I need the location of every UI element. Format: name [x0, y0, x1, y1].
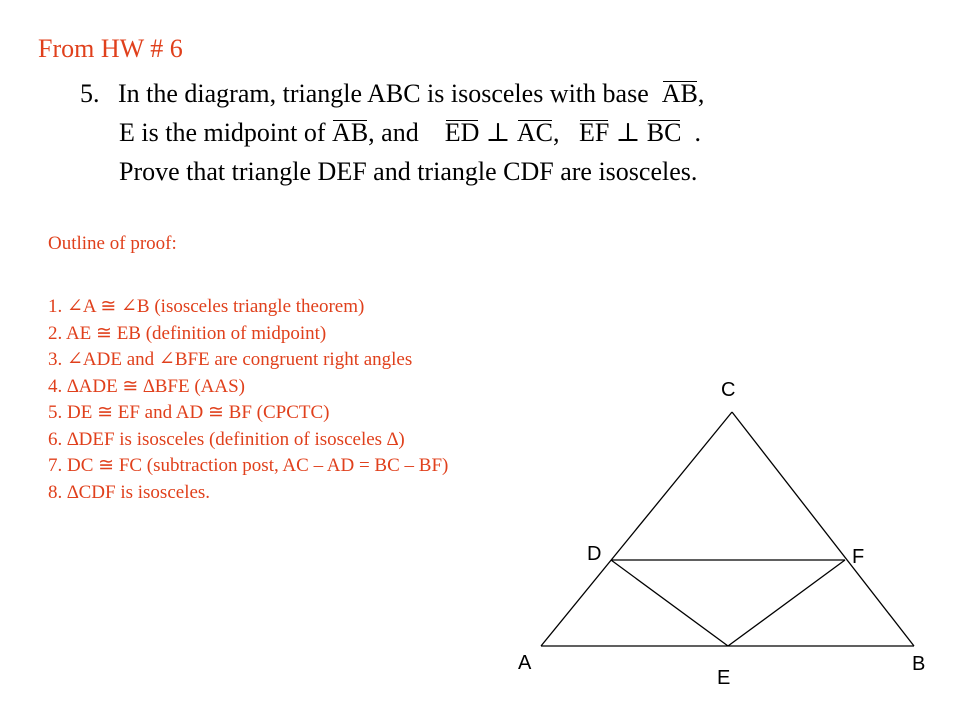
proof-step: 1. ∠A ≅ ∠B (isosceles triangle theorem) [48, 296, 365, 317]
proof-step: 3. ∠ADE and ∠BFE are congruent right angles [48, 349, 413, 370]
vertex-label-d: D [587, 543, 602, 565]
vertex-label-e: E [717, 667, 731, 689]
proof-step: 4. ∆ADE ≅ ∆BFE (AAS) [48, 375, 245, 397]
page-title: From HW # 6 [38, 34, 183, 63]
segment-ac: AC [516, 118, 553, 147]
proof-step: 5. DE ≅ EF and AD ≅ BF (CPCTC) [48, 402, 330, 423]
problem-comma-1: , [697, 79, 705, 108]
segment-ab: AB [661, 79, 698, 108]
segment-ab-2: AB [332, 118, 369, 147]
vertex-label-b: B [912, 653, 926, 675]
perpendicular-symbol-2: ⊥ [615, 118, 641, 147]
problem-line-3: Prove that triangle DEF and triangle CDF are isosceles. [119, 157, 698, 186]
side-ac [541, 412, 732, 646]
proof-step: 8. ∆CDF is isosceles. [48, 481, 211, 503]
problem-period: . [694, 118, 701, 147]
segment-bc: BC [646, 118, 682, 147]
segment-ed: ED [444, 118, 480, 147]
problem-number: 5. [80, 79, 100, 108]
vertex-label-f: F [852, 546, 865, 568]
side-bc [732, 412, 914, 646]
segment-ef: EF [578, 118, 610, 147]
problem-and: , and [368, 118, 419, 147]
perpendicular-symbol-1: ⊥ [485, 118, 511, 147]
proof-step: 7. DC ≅ FC (subtraction post, AC – AD = BC – BF) [48, 455, 449, 476]
problem-text-1: In the diagram, triangle ABC is isosceles with base [118, 79, 649, 108]
segment-ef [728, 560, 845, 646]
vertex-label-a: A [518, 652, 532, 674]
outline-heading: Outline of proof: [48, 233, 177, 254]
segment-de [611, 560, 728, 646]
proof-step: 6. ∆DEF is isosceles (definition of isosceles ∆) [48, 428, 405, 450]
problem-text-2: E is the midpoint of [119, 118, 326, 147]
proof-step: 2. AE ≅ EB (definition of midpoint) [48, 322, 327, 344]
vertex-label-c: C [721, 379, 736, 401]
problem-comma-2: , [552, 118, 560, 147]
